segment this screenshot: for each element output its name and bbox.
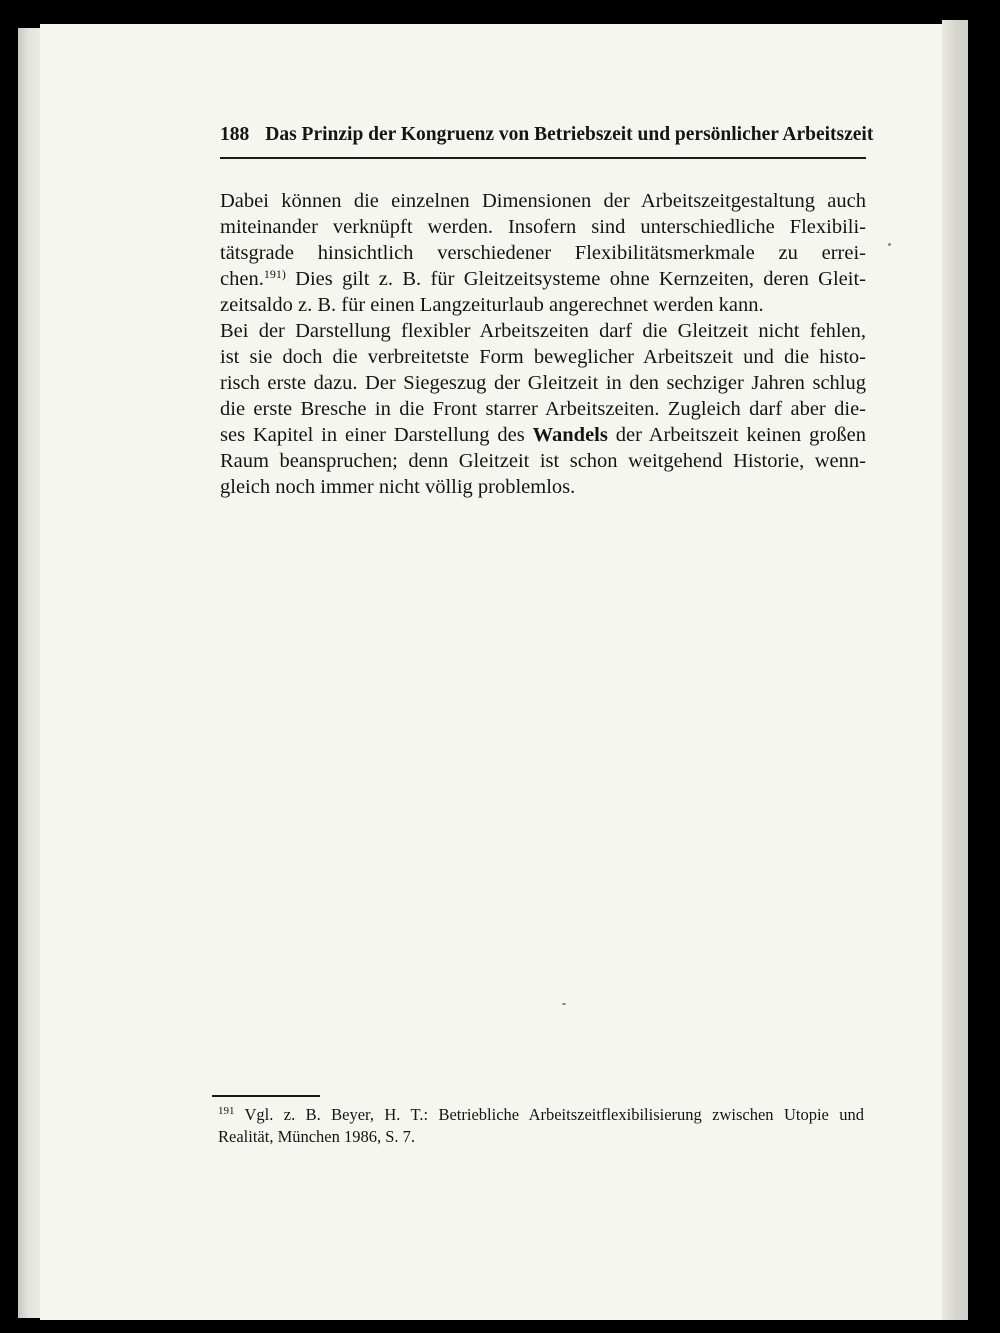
- text-fragment: Vgl. z. B. Beyer, H. T.: Betriebliche Arbeitszeitflexibilisierung zwischen Utopie und: [244, 1105, 864, 1124]
- text-line: risch erste dazu. Der Siegeszug der Gleitzeit in den sechziger Jahren schlug: [220, 372, 866, 394]
- page-number: 188: [220, 124, 250, 145]
- text-fragment: Dies gilt z. B. für Gleitzeitsysteme ohne Kernzeiten, deren Gleit-: [285, 268, 866, 290]
- scan-speck: [562, 1003, 566, 1005]
- footnote-mark: 191: [218, 1105, 235, 1117]
- running-title: Das Prinzip der Kongruenz von Betriebszeit und persönlicher Arbeitszeit: [265, 124, 874, 145]
- text-fragment: chen.: [220, 268, 264, 290]
- text-line: Dabei können die einzelnen Dimensionen der Arbeitszeitgestaltung auch: [220, 190, 866, 212]
- page-stack-edge: [942, 20, 968, 1320]
- running-header: [220, 124, 874, 146]
- text-line: zeitsaldo z. B. für einen Langzeiturlaub angerechnet werden kann.: [220, 294, 764, 316]
- text-line: Raum beanspruchen; denn Gleitzeit ist schon weitgehend Historie, wenn-: [220, 450, 866, 472]
- text-line: ist sie doch die verbreitetste Form beweglicher Arbeitszeit und die histo-: [220, 346, 866, 368]
- text-line: [220, 266, 866, 292]
- text-line: [220, 422, 866, 448]
- text-line: Bei der Darstellung flexibler Arbeitszeiten darf die Gleitzeit nicht fehlen,: [220, 320, 866, 342]
- text-line: tätsgrade hinsichtlich verschiedener Flexibilitätsmerkmale zu errei-: [220, 242, 866, 264]
- scan-speck: [888, 243, 891, 246]
- paragraph-1: [220, 188, 866, 318]
- text-line: gleich noch immer nicht völlig problemlos.: [220, 476, 576, 498]
- text-fragment: der Arbeitszeit keinen großen: [607, 424, 866, 446]
- footnote-reference: 191): [263, 267, 286, 281]
- text-fragment: ses Kapitel in einer Darstellung des: [220, 424, 533, 446]
- paragraph-2: [220, 318, 866, 500]
- emphasis-word: Wandels: [532, 424, 608, 446]
- text-line: miteinander verknüpft werden. Insofern sind unterschiedliche Flexibili-: [220, 216, 866, 238]
- footnote-rule: [212, 1095, 320, 1097]
- text-line: die erste Bresche in die Front starrer Arbeitszeiten. Zugleich darf aber die-: [220, 398, 866, 420]
- footnote-line: Realität, München 1986, S. 7.: [218, 1127, 416, 1146]
- header-rule: [220, 157, 866, 159]
- footnote: [218, 1104, 864, 1148]
- footnote-line: [218, 1104, 864, 1126]
- scan-border: [968, 0, 1000, 1333]
